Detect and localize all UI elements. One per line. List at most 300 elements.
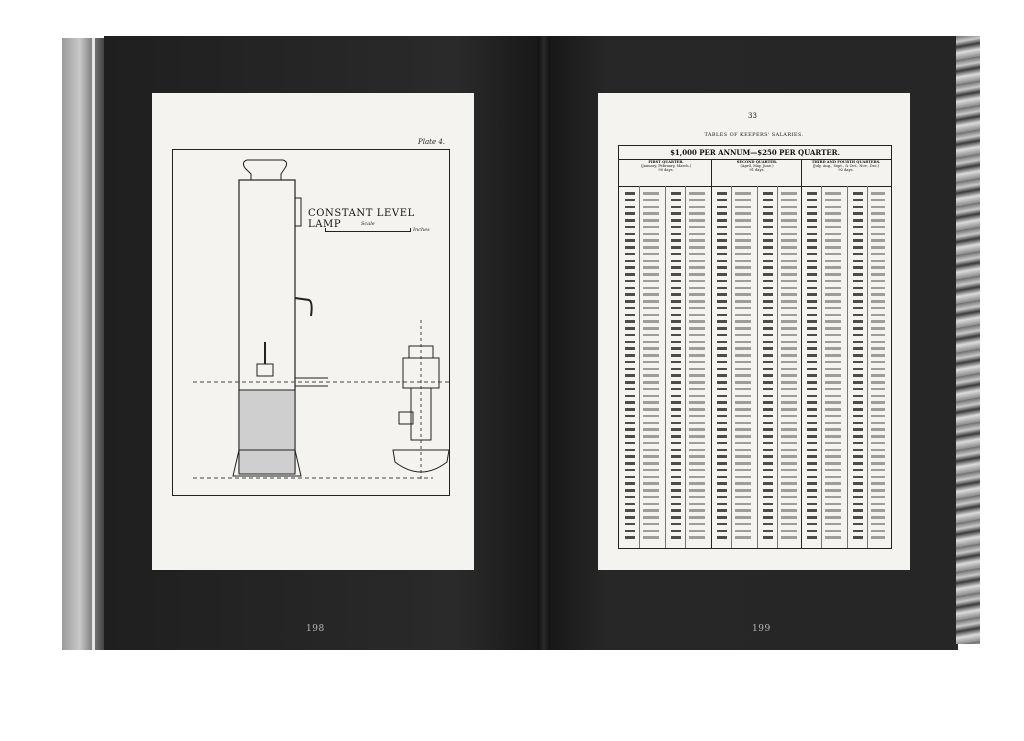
table-cell-texture — [825, 482, 841, 485]
table-cell-texture — [871, 422, 885, 425]
table-cell-texture — [735, 273, 751, 276]
table-cell-texture — [781, 354, 797, 357]
table-cell-texture — [671, 266, 681, 269]
table-cell-texture — [643, 388, 659, 391]
table-cell-texture — [671, 354, 681, 357]
table-cell-texture — [643, 334, 659, 337]
table-cell-texture — [625, 428, 635, 431]
table-cell-texture — [671, 327, 681, 330]
table-cell-texture — [781, 415, 797, 418]
table-cell-texture — [853, 347, 863, 350]
table-cell-texture — [763, 476, 773, 479]
table-cell-texture — [717, 334, 727, 337]
table-cell-texture — [807, 246, 817, 249]
table-cell-texture — [807, 381, 817, 384]
table-cell-texture — [781, 206, 797, 209]
table-cell-texture — [825, 212, 841, 215]
table-cell-texture — [625, 415, 635, 418]
table-cell-texture — [625, 273, 635, 276]
table-cell-texture — [871, 199, 885, 202]
table-cell-texture — [689, 361, 705, 364]
table-cell-texture — [671, 212, 681, 215]
table-cell-texture — [853, 307, 863, 310]
table-cell-texture — [717, 253, 727, 256]
table-cell-texture — [735, 523, 751, 526]
table-cell-texture — [643, 314, 659, 317]
table-cell-texture — [717, 442, 727, 445]
table-cell-texture — [871, 509, 885, 512]
table-cell-texture — [689, 320, 705, 323]
table-cell-texture — [643, 293, 659, 296]
table-cell-texture — [735, 320, 751, 323]
table-cell-texture — [853, 280, 863, 283]
table-cell-texture — [781, 476, 797, 479]
table-cell-texture — [781, 239, 797, 242]
table-cell-texture — [717, 415, 727, 418]
table-cell-texture — [671, 381, 681, 384]
right-folio: 199 — [752, 624, 771, 634]
table-cell-texture — [853, 469, 863, 472]
table-cell-texture — [763, 219, 773, 222]
quarter-1-header — [621, 160, 711, 186]
table-cell-texture — [717, 523, 727, 526]
table-cell-texture — [735, 381, 751, 384]
table-cell-texture — [643, 449, 659, 452]
table-cell-texture — [871, 536, 885, 539]
table-cell-texture — [625, 388, 635, 391]
table-cell-texture — [671, 287, 681, 290]
table-cell-texture — [853, 226, 863, 229]
table-cell-texture — [643, 199, 659, 202]
table-cell-texture — [825, 536, 841, 539]
table-cell-texture — [735, 368, 751, 371]
table-cell-texture — [853, 395, 863, 398]
table-cell-texture — [717, 449, 727, 452]
table-cell-texture — [807, 462, 817, 465]
table-cell-texture — [853, 509, 863, 512]
quarter-divider — [711, 159, 712, 548]
table-cell-texture — [671, 347, 681, 350]
table-cell-texture — [871, 374, 885, 377]
table-cell-texture — [853, 415, 863, 418]
table-cell-texture — [735, 280, 751, 283]
table-cell-texture — [689, 354, 705, 357]
table-cell-texture — [807, 192, 817, 195]
table-cell-texture — [871, 206, 885, 209]
table-cell-texture — [871, 388, 885, 391]
table-cell-texture — [625, 233, 635, 236]
table-cell-texture — [781, 253, 797, 256]
table-cell-texture — [671, 469, 681, 472]
table-cell-texture — [735, 395, 751, 398]
table-cell-texture — [625, 334, 635, 337]
table-cell-texture — [689, 536, 705, 539]
table-cell-texture — [643, 368, 659, 371]
table-cell-texture — [871, 266, 885, 269]
table-cell-texture — [871, 449, 885, 452]
table-cell-texture — [853, 219, 863, 222]
table-cell-texture — [871, 239, 885, 242]
table-cell-texture — [763, 408, 773, 411]
table-cell-texture — [671, 361, 681, 364]
table-cell-texture — [871, 415, 885, 418]
table-cell-texture — [781, 368, 797, 371]
table-cell-texture — [825, 347, 841, 350]
table-cell-texture — [853, 455, 863, 458]
table-cell-texture — [717, 219, 727, 222]
table-cell-texture — [807, 422, 817, 425]
table-cell-texture — [735, 219, 751, 222]
table-cell-texture — [763, 246, 773, 249]
table-page-number: 33 — [748, 112, 757, 120]
table-cell-texture — [671, 300, 681, 303]
table-cell-texture — [825, 469, 841, 472]
table-cell-texture — [689, 273, 705, 276]
table-cell-texture — [853, 233, 863, 236]
table-cell-texture — [807, 260, 817, 263]
table-cell-texture — [807, 496, 817, 499]
table-cell-texture — [735, 374, 751, 377]
table-cell-texture — [763, 482, 773, 485]
table-cell-texture — [643, 361, 659, 364]
table-cell-texture — [825, 253, 841, 256]
table-cell-texture — [671, 192, 681, 195]
table-cell-texture — [825, 388, 841, 391]
table-cell-texture — [781, 489, 797, 492]
table-cell-texture — [625, 226, 635, 229]
table-cell-texture — [643, 280, 659, 283]
table-cell-texture — [717, 354, 727, 357]
table-cell-texture — [717, 260, 727, 263]
table-cell-texture — [807, 482, 817, 485]
table-title: TABLES OF KEEPERS' SALARIES. — [704, 132, 804, 138]
table-cell-texture — [763, 293, 773, 296]
table-cell-texture — [853, 449, 863, 452]
table-cell-texture — [763, 287, 773, 290]
table-cell-texture — [871, 368, 885, 371]
table-cell-texture — [781, 307, 797, 310]
table-cell-texture — [689, 260, 705, 263]
table-cell-texture — [689, 455, 705, 458]
table-cell-texture — [643, 408, 659, 411]
table-cell-texture — [717, 361, 727, 364]
table-cell-texture — [625, 327, 635, 330]
table-cell-texture — [763, 368, 773, 371]
table-cell-texture — [689, 469, 705, 472]
table-cell-texture — [807, 280, 817, 283]
table-cell-texture — [853, 341, 863, 344]
table-cell-texture — [853, 408, 863, 411]
table-cell-texture — [717, 401, 727, 404]
table-cell-texture — [763, 354, 773, 357]
table-cell-texture — [689, 266, 705, 269]
lamp-drawing — [173, 150, 449, 495]
table-cell-texture — [625, 354, 635, 357]
table-cell-texture — [853, 239, 863, 242]
table-cell-texture — [671, 395, 681, 398]
table-cell-texture — [871, 455, 885, 458]
table-cell-texture — [781, 246, 797, 249]
table-cell-texture — [735, 482, 751, 485]
table-cell-texture — [853, 334, 863, 337]
table-cell-texture — [853, 260, 863, 263]
table-cell-texture — [871, 287, 885, 290]
table-cell-texture — [825, 327, 841, 330]
table-cell-texture — [717, 469, 727, 472]
table-cell-texture — [825, 381, 841, 384]
table-cell-texture — [871, 401, 885, 404]
table-cell-texture — [735, 260, 751, 263]
table-cell-texture — [807, 314, 817, 317]
table-cell-texture — [625, 442, 635, 445]
table-cell-texture — [763, 395, 773, 398]
table-cell-texture — [689, 442, 705, 445]
table-cell-texture — [735, 435, 751, 438]
table-cell-texture — [825, 293, 841, 296]
table-cell-texture — [643, 307, 659, 310]
table-cell-texture — [871, 314, 885, 317]
table-cell-texture — [689, 428, 705, 431]
table-cell-texture — [735, 199, 751, 202]
table-cell-texture — [871, 361, 885, 364]
table-cell-texture — [735, 455, 751, 458]
table-cell-texture — [643, 469, 659, 472]
table-cell-texture — [735, 314, 751, 317]
table-cell-texture — [671, 253, 681, 256]
table-cell-texture — [871, 219, 885, 222]
table-cell-texture — [781, 219, 797, 222]
quarter-2-header — [713, 160, 801, 186]
table-cell-texture — [735, 293, 751, 296]
table-cell-texture — [625, 509, 635, 512]
table-cell-texture — [781, 341, 797, 344]
table-cell-texture — [735, 287, 751, 290]
table-cell-texture — [807, 455, 817, 458]
table-cell-texture — [671, 422, 681, 425]
table-cell-texture — [625, 212, 635, 215]
table-cell-texture — [689, 327, 705, 330]
table-cell-texture — [625, 246, 635, 249]
table-cell-texture — [763, 334, 773, 337]
table-cell-texture — [689, 246, 705, 249]
table-cell-texture — [763, 361, 773, 364]
table-cell-texture — [643, 320, 659, 323]
plate-label: Plate 4. — [418, 138, 445, 146]
table-cell-texture — [671, 489, 681, 492]
table-cell-texture — [689, 300, 705, 303]
table-cell-texture — [735, 388, 751, 391]
table-cell-texture — [671, 415, 681, 418]
table-cell-texture — [853, 489, 863, 492]
table-cell-texture — [625, 395, 635, 398]
table-cell-texture — [625, 422, 635, 425]
table-cell-texture — [689, 347, 705, 350]
table-cell-texture — [717, 395, 727, 398]
table-cell-texture — [763, 489, 773, 492]
left-folio: 198 — [306, 624, 325, 634]
table-cell-texture — [781, 293, 797, 296]
table-cell-texture — [643, 374, 659, 377]
table-cell-texture — [763, 455, 773, 458]
table-cell-texture — [625, 449, 635, 452]
table-cell-texture — [735, 307, 751, 310]
table-cell-texture — [625, 266, 635, 269]
table-cell-texture — [625, 381, 635, 384]
table-cell-texture — [643, 476, 659, 479]
table-cell-texture — [671, 408, 681, 411]
table-cell-texture — [853, 212, 863, 215]
table-cell-texture — [807, 307, 817, 310]
table-cell-texture — [689, 388, 705, 391]
table-cell-texture — [807, 395, 817, 398]
table-cell-texture — [871, 496, 885, 499]
table-cell-texture — [825, 496, 841, 499]
table-cell-texture — [689, 381, 705, 384]
table-cell-texture — [825, 246, 841, 249]
table-cell-texture — [689, 314, 705, 317]
table-cell-texture — [625, 496, 635, 499]
table-cell-texture — [781, 422, 797, 425]
table-cell-texture — [871, 435, 885, 438]
table-cell-texture — [689, 422, 705, 425]
table-cell-texture — [625, 192, 635, 195]
table-cell-texture — [643, 496, 659, 499]
table-cell-texture — [781, 327, 797, 330]
table-cell-texture — [717, 287, 727, 290]
table-cell-texture — [717, 192, 727, 195]
table-cell-texture — [625, 253, 635, 256]
table-cell-texture — [763, 192, 773, 195]
table-cell-texture — [735, 536, 751, 539]
table-cell-texture — [853, 401, 863, 404]
table-cell-texture — [807, 449, 817, 452]
table-cell-texture — [807, 415, 817, 418]
table-cell-texture — [853, 428, 863, 431]
table-cell-texture — [643, 246, 659, 249]
table-cell-texture — [671, 368, 681, 371]
table-cell-texture — [825, 455, 841, 458]
table-cell-texture — [853, 354, 863, 357]
quarter-2-days: 91 days. — [749, 168, 765, 173]
table-cell-texture — [763, 347, 773, 350]
table-cell-texture — [717, 212, 727, 215]
table-cell-texture — [781, 428, 797, 431]
table-cell-texture — [781, 496, 797, 499]
table-cell-texture — [671, 509, 681, 512]
table-cell-texture — [643, 233, 659, 236]
table-cell-texture — [625, 462, 635, 465]
table-cell-texture — [781, 314, 797, 317]
table-cell-texture — [671, 280, 681, 283]
table-cell-texture — [717, 381, 727, 384]
table-cell-texture — [671, 496, 681, 499]
table-cell-texture — [717, 233, 727, 236]
table-cell-texture — [671, 455, 681, 458]
lamp-plate — [152, 93, 474, 570]
table-cell-texture — [735, 530, 751, 533]
table-cell-texture — [853, 246, 863, 249]
table-cell-texture — [871, 260, 885, 263]
table-cell-texture — [763, 469, 773, 472]
table-cell-texture — [871, 462, 885, 465]
table-cell-texture — [853, 462, 863, 465]
table-cell-texture — [735, 341, 751, 344]
table-cell-texture — [689, 476, 705, 479]
table-cell-texture — [643, 260, 659, 263]
table-cell-texture — [717, 199, 727, 202]
marbled-page-edge — [956, 36, 980, 644]
table-cell-texture — [807, 530, 817, 533]
table-cell-texture — [671, 246, 681, 249]
table-cell-texture — [735, 206, 751, 209]
table-cell-texture — [781, 516, 797, 519]
table-cell-texture — [625, 523, 635, 526]
table-cell-texture — [853, 320, 863, 323]
table-cell-texture — [763, 428, 773, 431]
table-cell-texture — [625, 361, 635, 364]
quarter-3-months: (July, Aug., Sept., & Oct., Nov., Dec.) — [812, 164, 880, 169]
table-cell-texture — [763, 530, 773, 533]
table-cell-texture — [643, 422, 659, 425]
table-cell-texture — [643, 212, 659, 215]
table-cell-texture — [735, 449, 751, 452]
table-cell-texture — [671, 233, 681, 236]
table-cell-texture — [853, 442, 863, 445]
table-cell-texture — [853, 536, 863, 539]
table-cell-texture — [625, 455, 635, 458]
table-cell-texture — [643, 455, 659, 458]
table-cell-texture — [717, 300, 727, 303]
table-cell-texture — [625, 530, 635, 533]
table-cell-texture — [717, 476, 727, 479]
table-cell-texture — [763, 374, 773, 377]
table-cell-texture — [781, 503, 797, 506]
table-cell-texture — [671, 530, 681, 533]
table-cell-texture — [735, 415, 751, 418]
table-cell-texture — [853, 314, 863, 317]
table-cell-texture — [689, 435, 705, 438]
table-cell-texture — [825, 395, 841, 398]
table-cell-texture — [643, 428, 659, 431]
table-cell-texture — [807, 327, 817, 330]
table-cell-texture — [871, 469, 885, 472]
table-cell-texture — [689, 496, 705, 499]
table-cell-texture — [625, 239, 635, 242]
table-cell-texture — [807, 287, 817, 290]
table-cell-texture — [671, 476, 681, 479]
table-header: $1,000 PER ANNUM—$250 PER QUARTER. — [619, 146, 891, 160]
table-cell-texture — [735, 476, 751, 479]
table-cell-texture — [807, 219, 817, 222]
table-cell-texture — [853, 287, 863, 290]
table-cell-texture — [871, 212, 885, 215]
table-cell-texture — [735, 253, 751, 256]
table-cell-texture — [807, 320, 817, 323]
table-cell-texture — [853, 374, 863, 377]
table-cell-texture — [763, 233, 773, 236]
table-cell-texture — [717, 266, 727, 269]
table-cell-texture — [825, 260, 841, 263]
table-cell-texture — [825, 239, 841, 242]
table-cell-texture — [671, 334, 681, 337]
table-cell-texture — [781, 462, 797, 465]
table-cell-texture — [717, 341, 727, 344]
table-cell-texture — [717, 320, 727, 323]
table-cell-texture — [825, 435, 841, 438]
table-cell-texture — [643, 327, 659, 330]
table-cell-texture — [689, 489, 705, 492]
table-cell-texture — [689, 462, 705, 465]
